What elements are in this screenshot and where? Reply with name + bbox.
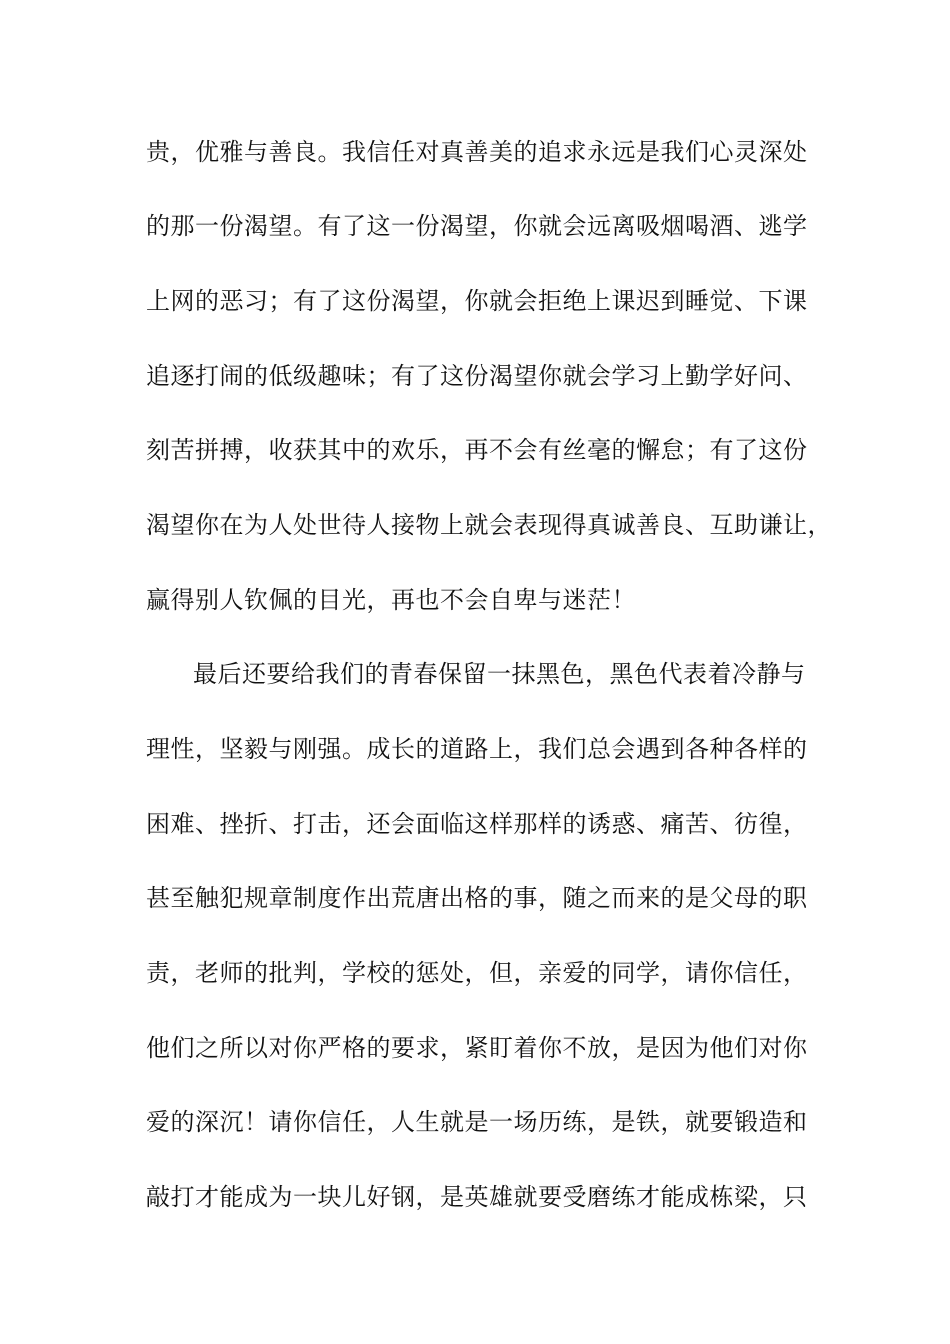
text-line: 甚至触犯规章制度作出荒唐出格的事，随之而来的是父母的职 — [146, 884, 808, 912]
text-line: 渴望你在为人处世待人接物上就会表现得真诚善良、互助谦让， — [146, 511, 832, 539]
text-line: 敲打才能成为一块儿好钢，是英雄就要受磨练才能成栋梁，只 — [146, 1183, 808, 1211]
text-line: 贵，优雅与善良。我信任对真善美的追求永远是我们心灵深处 — [146, 138, 808, 166]
text-line: 责，老师的批判，学校的惩处，但，亲爱的同学，请你信任， — [146, 959, 808, 987]
text-line: 追逐打闹的低级趣味；有了这份渴望你就会学习上勤学好问、 — [146, 362, 808, 390]
text-line: 的那一份渴望。有了这一份渴望，你就会远离吸烟喝酒、逃学 — [146, 212, 808, 240]
text-line: 刻苦拼搏，收获其中的欢乐，再不会有丝毫的懈怠；有了这份 — [146, 436, 808, 464]
text-line: 困难、挫折、打击，还会面临这样那样的诱惑、痛苦、彷徨， — [146, 810, 808, 838]
text-line: 理性，坚毅与刚强。成长的道路上，我们总会遇到各种各样的 — [146, 735, 808, 763]
text-line: 他们之所以对你严格的要求，紧盯着你不放，是因为他们对你 — [146, 1034, 808, 1062]
text-line: 爱的深沉！请你信任，人生就是一场历练，是铁，就要锻造和 — [146, 1108, 808, 1136]
paragraph-first-line: 最后还要给我们的青春保留一抹黑色，黑色代表着冷静与 — [193, 660, 806, 688]
text-line: 赢得别人钦佩的目光，再也不会自卑与迷茫！ — [146, 586, 636, 614]
text-line: 上网的恶习；有了这份渴望，你就会拒绝上课迟到睡觉、下课 — [146, 287, 808, 315]
